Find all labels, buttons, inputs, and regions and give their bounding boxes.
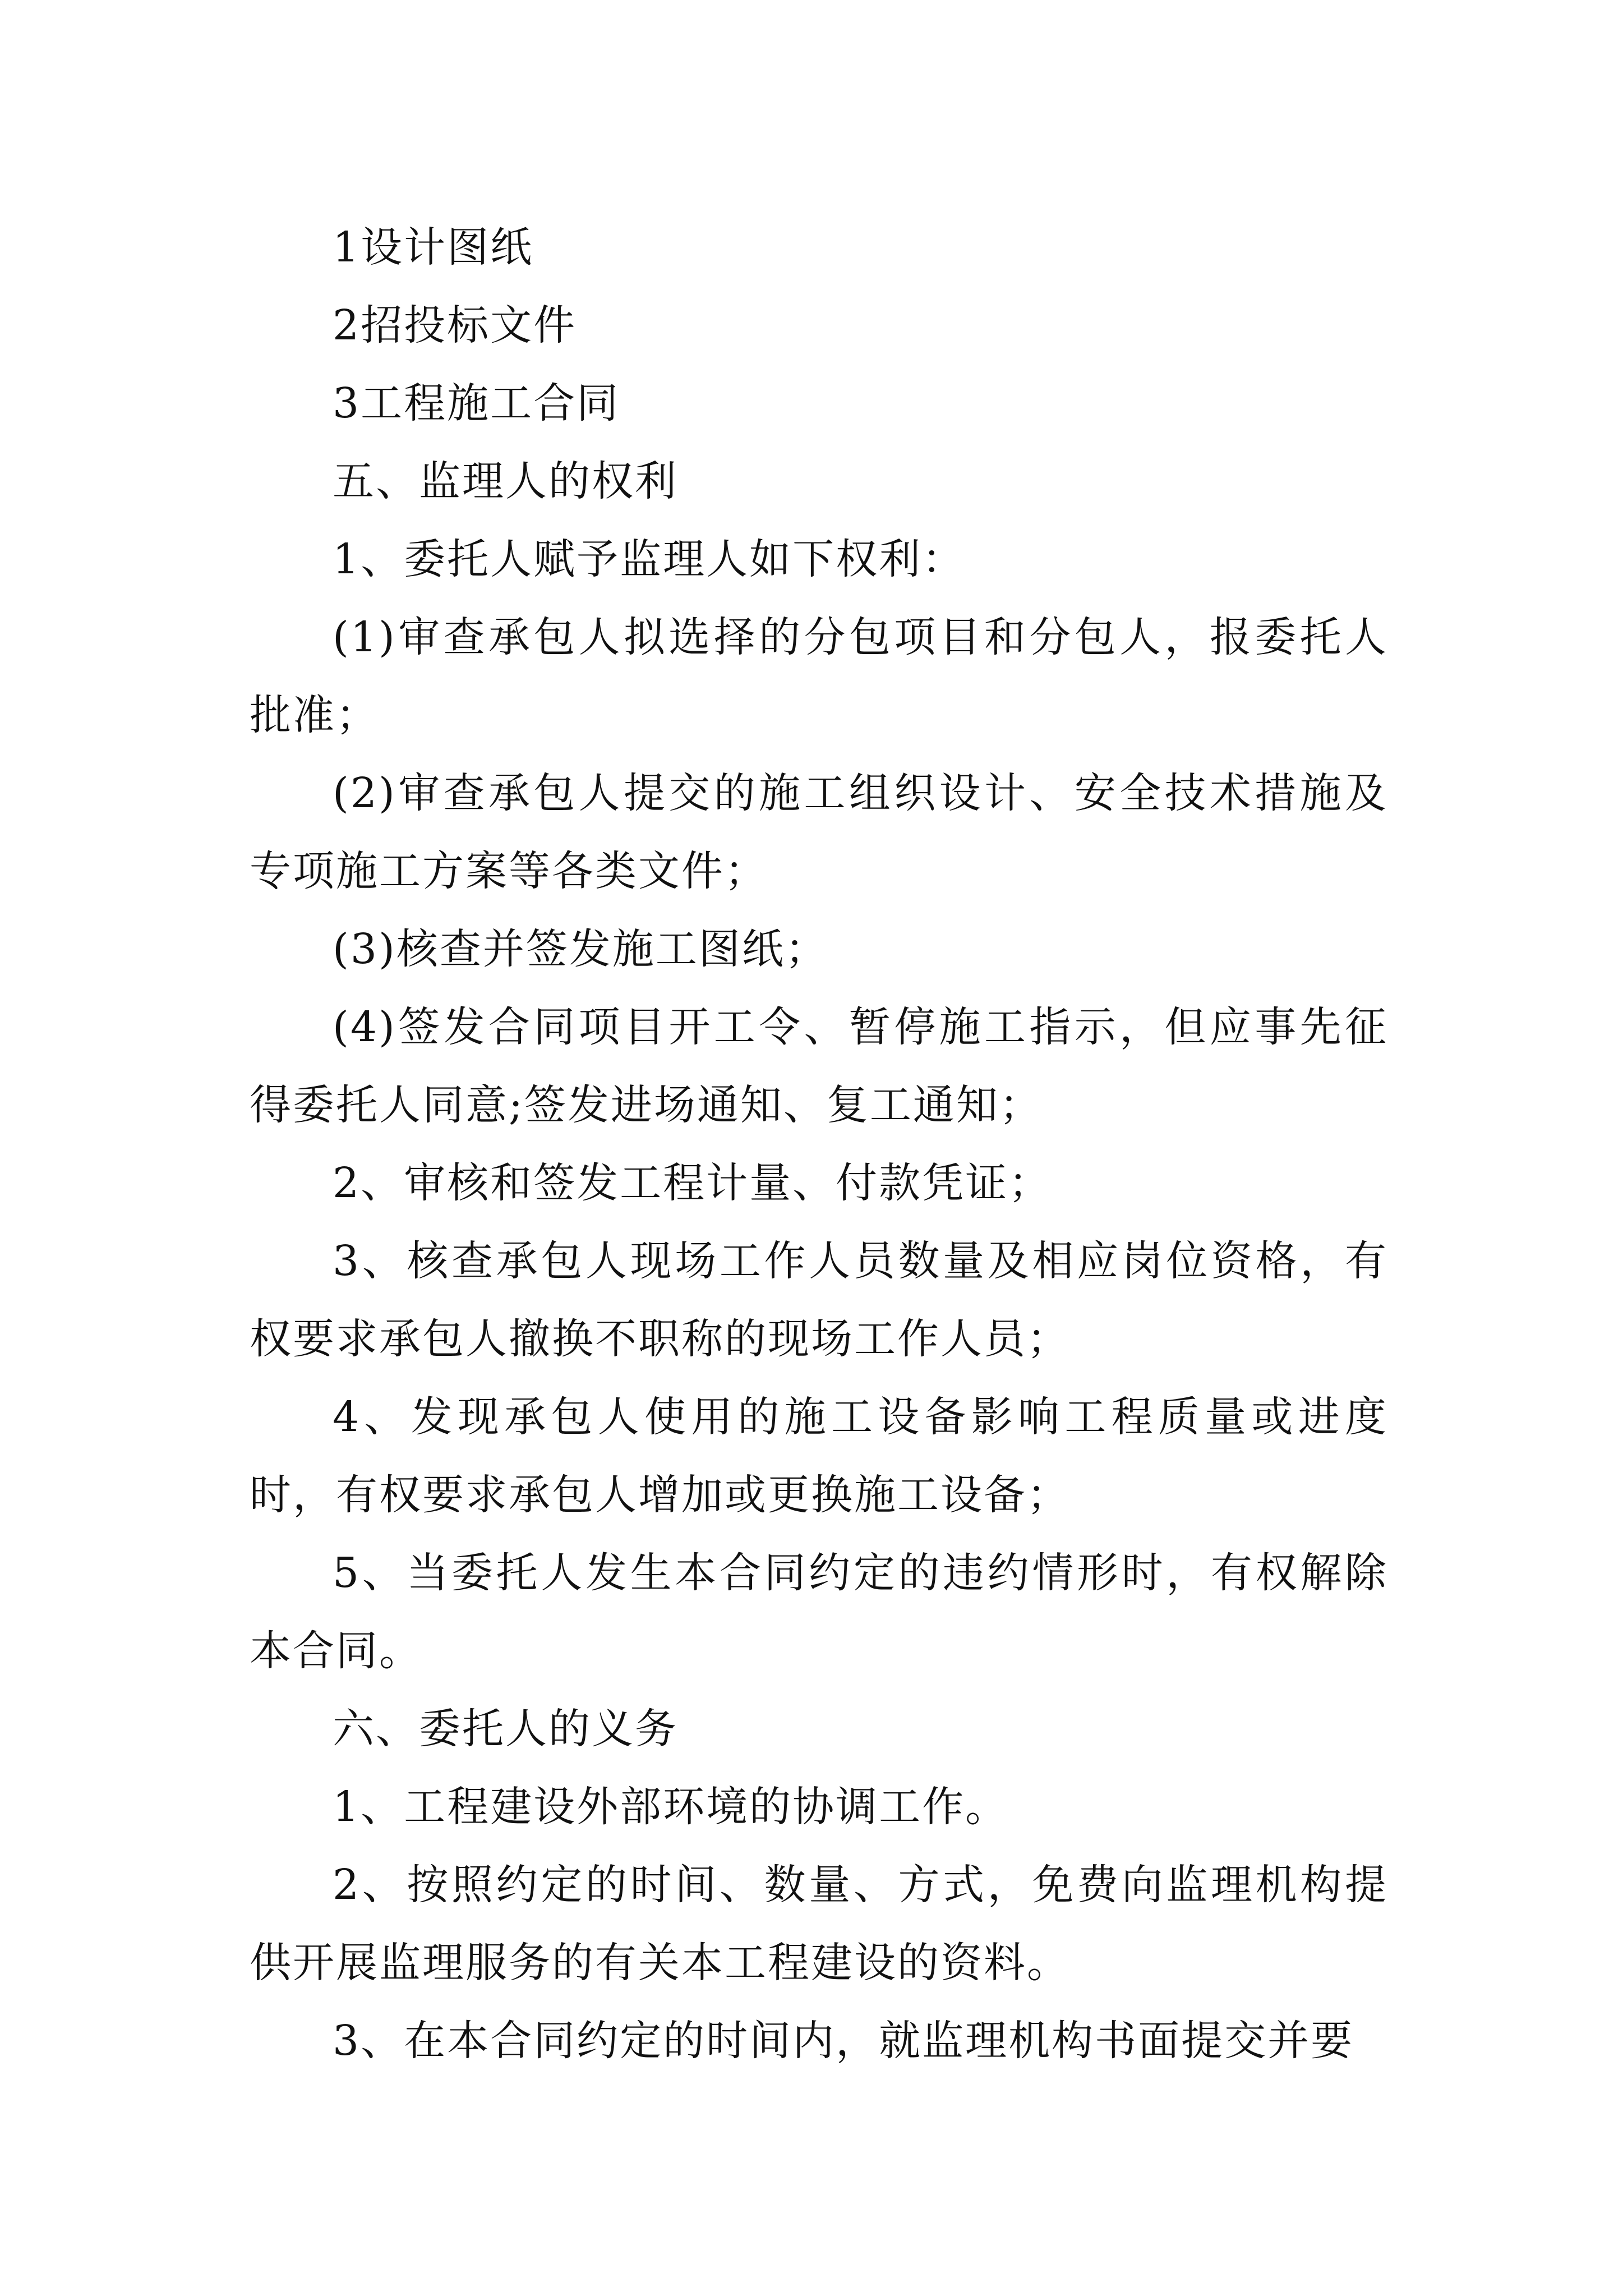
list-item-bidding-documents: 2招投标文件: [333, 301, 577, 349]
sub-clause-1: (1)审查承包人拟选择的分包项目和分包人，报委托人批准；: [250, 613, 1388, 739]
list-item-construction-contract: 3工程施工合同: [333, 379, 620, 427]
clause-5: 5、当委托人发生本合同约定的违约情形时，有权解除本合同。: [250, 1549, 1388, 1675]
obligation-1: 1、工程建设外部环境的协调工作。: [333, 1783, 1009, 1831]
clause-3: 3、核查承包人现场工作人员数量及相应岗位资格，有权要求承包人撤换不职称的现场工作人员；: [250, 1237, 1388, 1363]
clause-2: 2、审核和签发工程计量、付款凭证；: [333, 1159, 1052, 1207]
obligation-2: 2、按照约定的时间、数量、方式，免费向监理机构提供开展监理服务的有关本工程建设的资料。: [250, 1861, 1388, 1987]
obligation-3: 3、在本合同约定的时间内，就监理机构书面提交并要: [333, 2017, 1354, 2065]
clause-4: 4、发现承包人使用的施工设备影响工程质量或进度时，有权要求承包人增加或更换施工设备；: [250, 1393, 1388, 1519]
sub-clause-2: (2)审查承包人提交的施工组织设计、安全技术措施及专项施工方案等各类文件；: [250, 769, 1388, 895]
sub-clause-3: (3)核查并签发施工图纸；: [333, 925, 828, 973]
clause-1: 1、委托人赋予监理人如下权利：: [333, 535, 966, 583]
document-body: [250, 209, 1388, 2080]
section-heading-client-obligations: 六、委托人的义务: [333, 1705, 678, 1753]
section-heading-supervisor-rights: 五、监理人的权利: [333, 457, 678, 505]
list-item-design-drawings: 1设计图纸: [333, 223, 534, 272]
sub-clause-4: (4)签发合同项目开工令、暂停施工指示，但应事先征得委托人同意;签发进场通知、复工通知；: [250, 1003, 1388, 1129]
